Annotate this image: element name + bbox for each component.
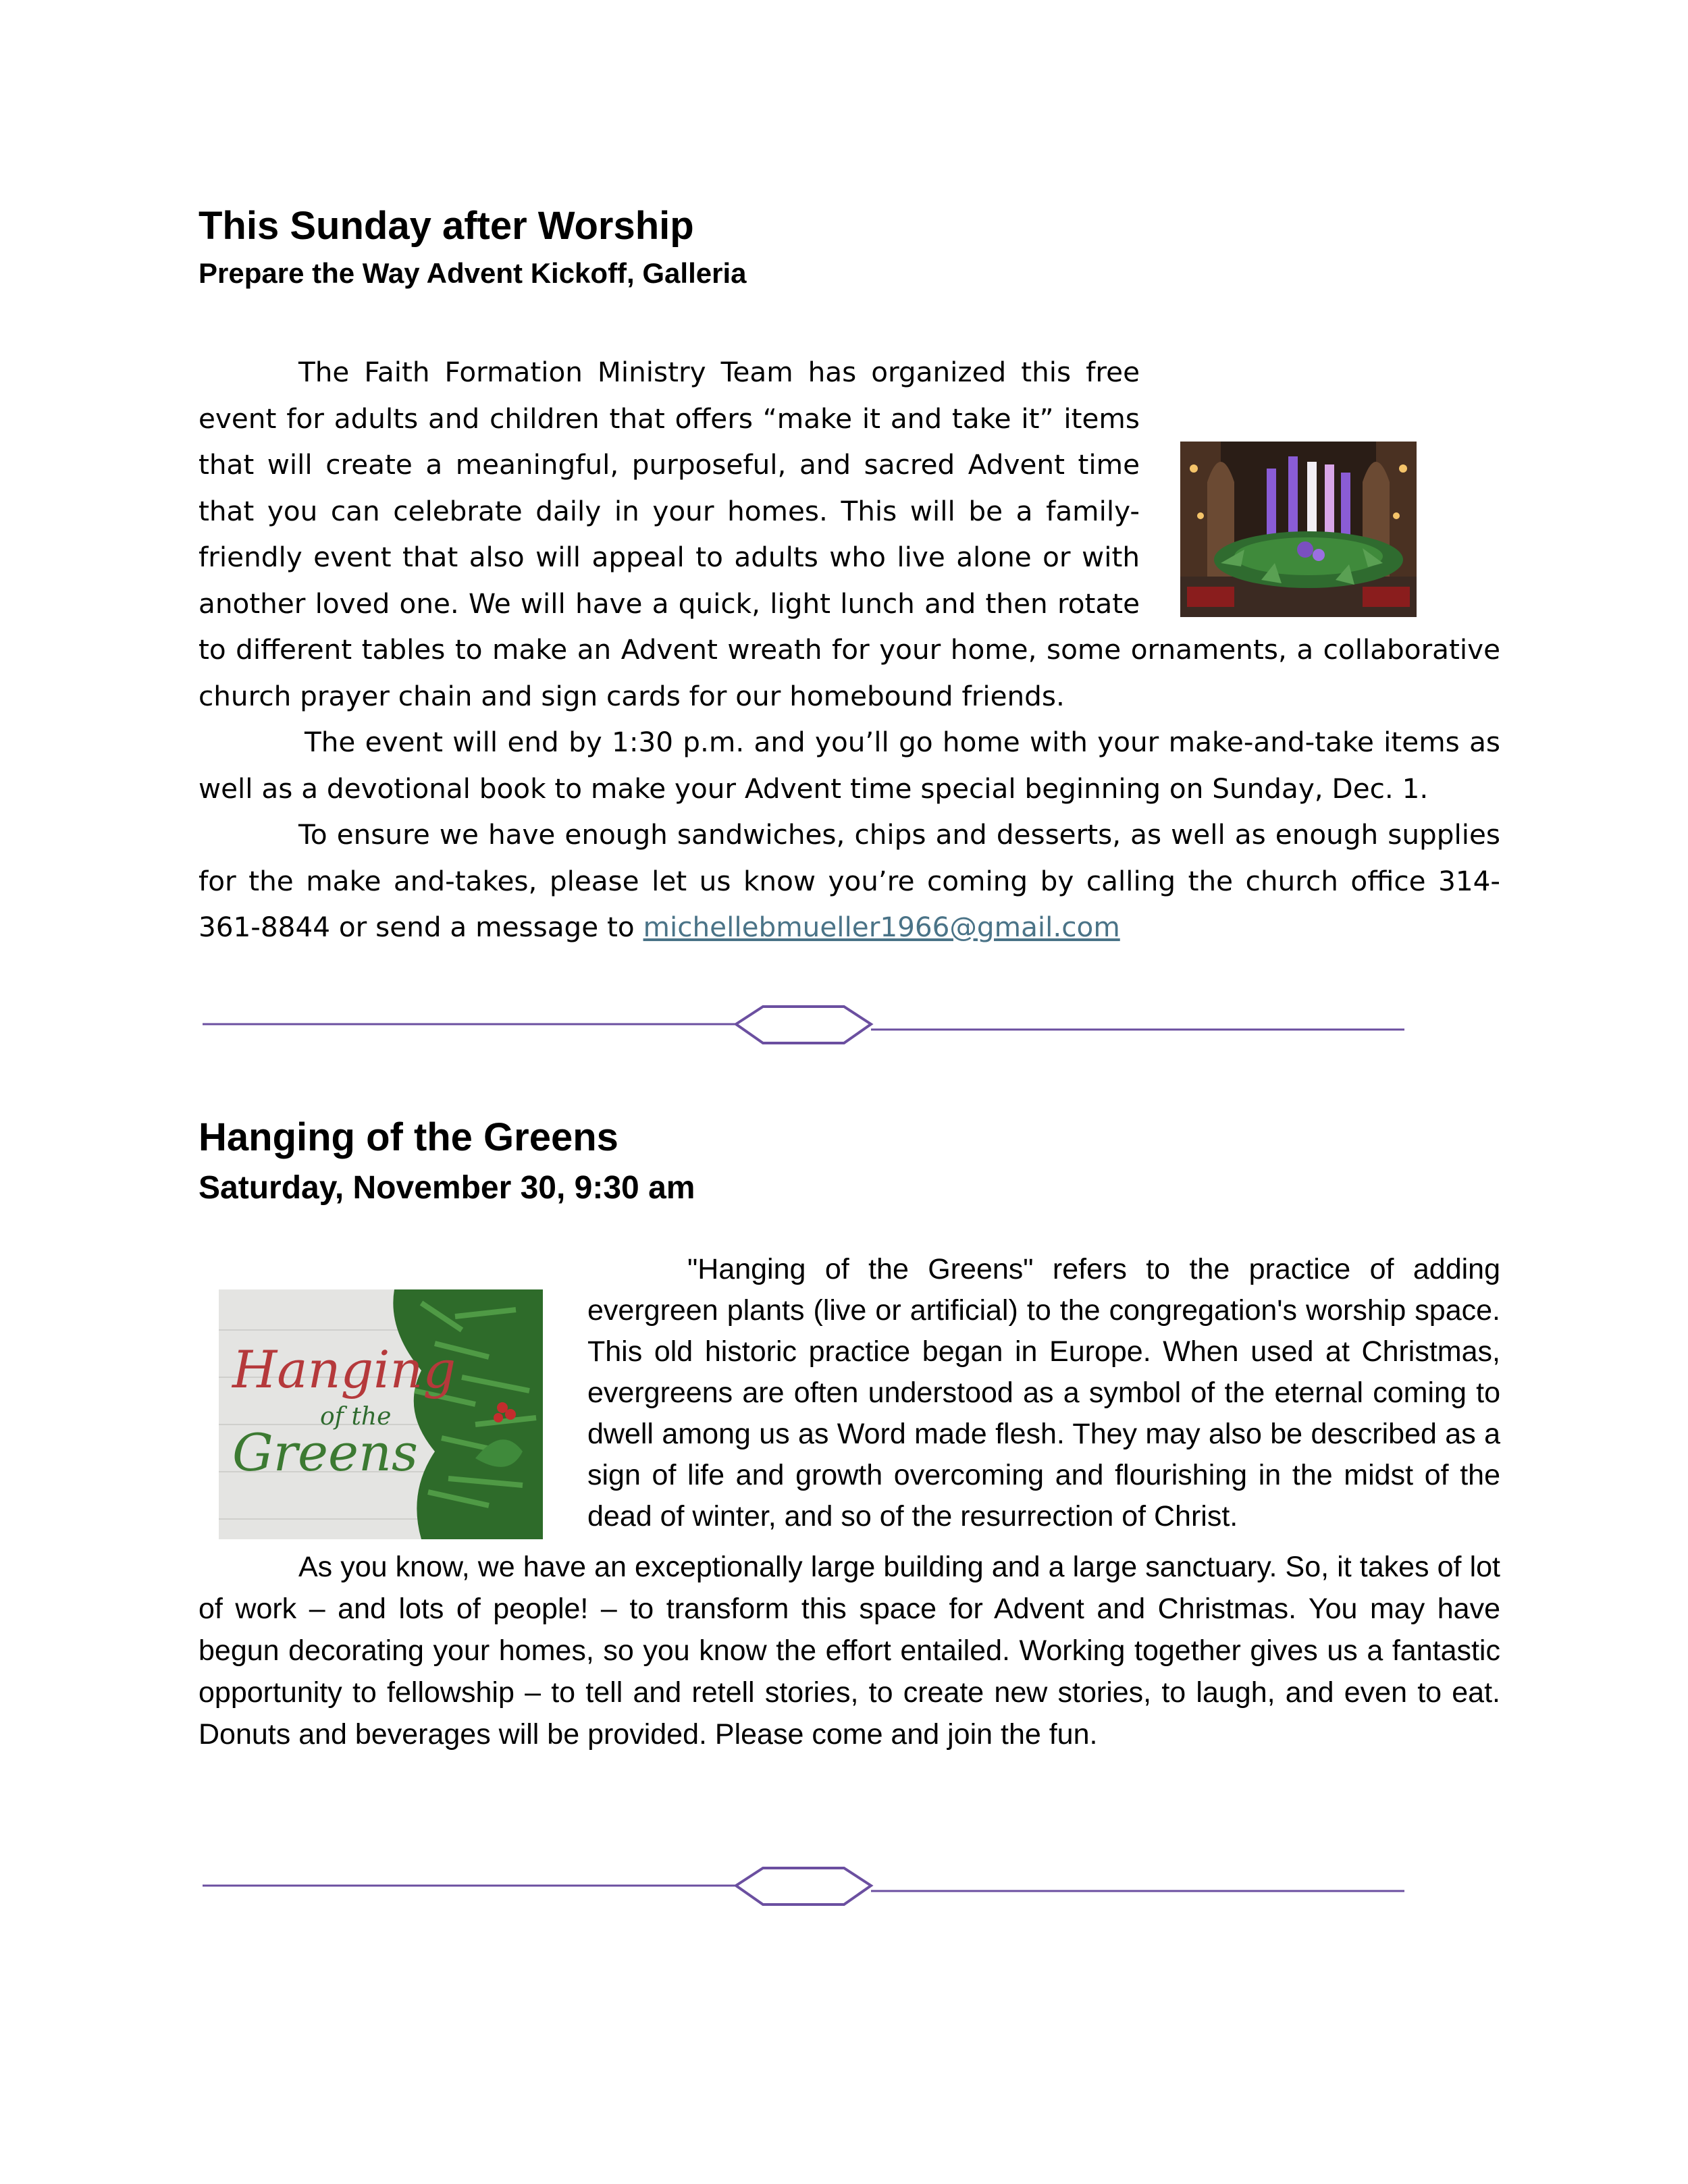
section-subtitle: Prepare the Way Advent Kickoff, Galleria — [199, 257, 747, 289]
hanging-of-greens-image — [219, 1289, 543, 1539]
paragraph: As you know, we have an exceptionally large building and a large sanctuary. So, it takes of lot of work – and lots of people! – to transform this space for Advent and Christmas. You may have begun decorating your homes, so you know the effort entailed. Working together gives us a fantastic opportunity to fellowship – to tell and retell stories, to create new stories, to laugh, and even to eat. Donuts and beverages will be provided. Please come and join the fun. — [199, 1551, 1500, 1751]
paragraph: The Faith Formation Ministry Team has organized this free event for adults and children that offers “make it and take it” items that will create a meaningful, purposeful, and sacred Advent time that you can celebrate daily in your homes. This will be a family-friendly event that also will appeal to adults who live alone or with another loved one. We will have a quick, light lunch and then rotate to different tables to make an Advent wreath for your home, some ornaments, a collaborative church prayer chain and sign cards for our homebound friends. — [199, 356, 1500, 712]
section-subtitle: Saturday, November 30, 9:30 am — [199, 1170, 695, 1206]
decorative-divider — [203, 1865, 1404, 1913]
image-title-line-3: Greens — [232, 1422, 418, 1483]
image-title-line-1: Hanging — [232, 1339, 456, 1400]
paragraph: "Hanging of the Greens" refers to the practice of adding evergreen plants (live or artificial) to the congregation's worship space. This old historic practice began in Europe. When used at Christmas, evergreens are often understood as a symbol of the eternal coming to dwell among us as Word made flesh. They may also be described as a sign of life and growth overcoming and flourishing in the midst of the dead of winter, and so of the resurrection of Christ. — [587, 1253, 1500, 1533]
paragraph: To ensure we have enough sandwiches, chips and desserts, as well as enough supplies for the make and-takes, please let us know you’re coming by calling the church office 314-361-8844 or send a message to michellebmueller1966@gmail.com — [199, 818, 1500, 943]
decorative-divider — [203, 1004, 1404, 1051]
image-title-line-2: of the — [320, 1403, 392, 1431]
section-advent-kickoff — [199, 199, 1500, 951]
section-title: Hanging of the Greens — [199, 1115, 618, 1159]
section-title: This Sunday after Worship — [199, 204, 694, 248]
section-hanging-greens — [199, 1111, 1500, 1755]
paragraph: The event will end by 1:30 p.m. and you’ll go home with your make-and-take items as well as a devotional book to make your Advent time special beginning on Sunday, Dec. 1. — [199, 726, 1500, 805]
advent-wreath-image — [1180, 442, 1417, 617]
email-link[interactable]: michellebmueller1966@gmail.com — [643, 911, 1120, 943]
